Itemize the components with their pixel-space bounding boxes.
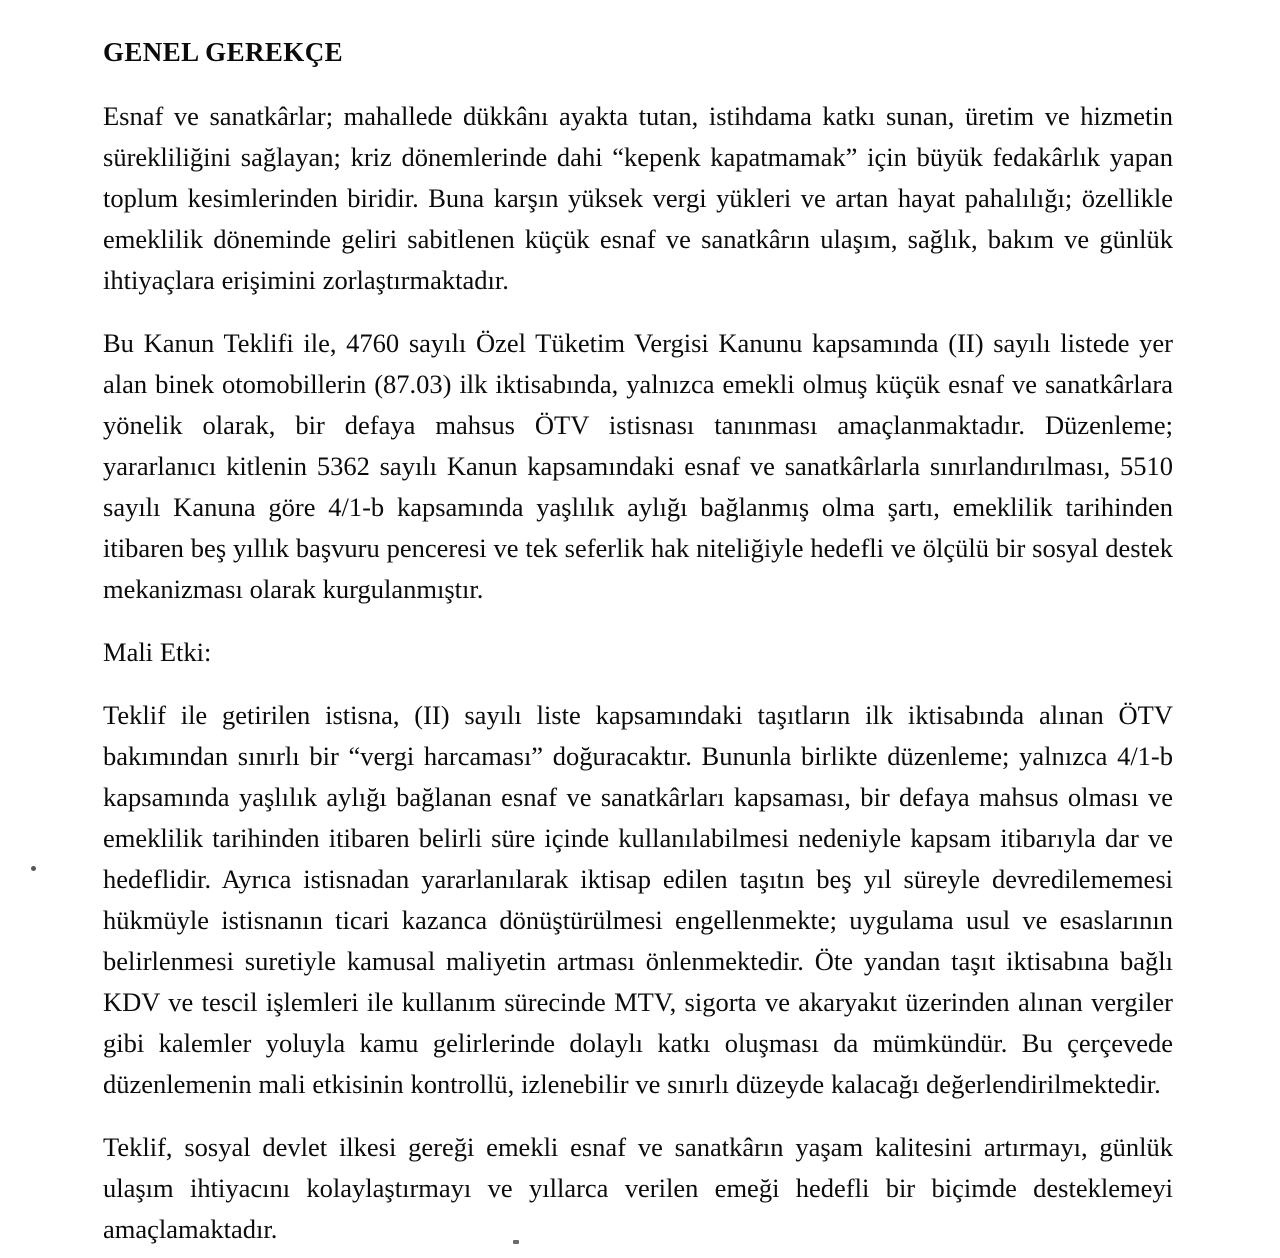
page-title: GENEL GEREKÇE <box>103 37 344 67</box>
paragraph-4: Teklif ile getirilen istisna, (II) sayılı liste kapsamındaki taşıtların ilk iktisabında alınan ÖTV bakımından sınırlı bir “vergi harcaması” doğuracaktır. Bununla birlikte düzenleme; yalnızca 4/1-b kapsamında yaşlılık aylığı bağlanan esnaf ve sanatkârları kapsaması, bir defaya mahsus olması ve emeklilik tarihinden itibaren belirli süre içinde kullanılabilmesi nedeniyle kapsam itibarıyla dar ve hedeflidir. Ayrıca istisnadan yararlanılarak iktisap edilen taşıtın beş yıl süreyle devredilememesi hükmüyle istisnanın ticari kazanca dönüştürülmesi engellenmekte; uygulama usul ve esaslarının belirlenmesi suretiyle kamusal maliyetin artması önlenmektedir. Öte yandan taşıt iktisabına bağlı KDV ve tescil işlemleri ile kullanım sürecinde MTV, sigorta ve akaryakıt üzerinden alınan vergiler gibi kalemler yoluyla kamu gelirlerinde dolaylı katkı oluşması da mümkündür. Bu çerçevede düzenlemenin mali etkisinin kontrollü, izlenebilir ve sınırlı düzeyde kalacağı değerlendirilmektedir. <box>103 700 1173 1100</box>
document-text-column <box>103 36 1173 1250</box>
section-label-mali-etki: Mali Etki: <box>103 637 212 668</box>
paragraph-1: Esnaf ve sanatkârlar; mahallede dükkânı ayakta tutan, istihdama katkı sunan, üretim ve hizmetin sürekliliğini sağlayan; kriz dönemlerinde dahi “kepenk kapatmamak” için büyük fedakârlık yapan toplum kesimlerinden biridir. Buna karşın yüksek vergi yükleri ve artan hayat pahalılığı; özellikle emeklilik döneminde geliri sabitlenen küçük esnaf ve sanatkârın ulaşım, sağlık, bakım ve günlük ihtiyaçlara erişimini zorlaştırmaktadır. <box>103 101 1173 296</box>
scan-artifact-margin-speck <box>31 866 36 871</box>
paragraph-5: Teklif, sosyal devlet ilkesi gereği emekli esnaf ve sanatkârın yaşam kalitesini artırmayı, günlük ulaşım ihtiyacını kolaylaştırmayı ve yıllarca verilen emeği hedefli bir biçimde desteklemeyi amaçlamaktadır. <box>103 1132 1173 1245</box>
paragraph-2: Bu Kanun Teklifi ile, 4760 sayılı Özel Tüketim Vergisi Kanunu kapsamında (II) sayılı listede yer alan binek otomobillerin (87.03) ilk iktisabında, yalnızca emekli olmuş küçük esnaf ve sanatkârlara yönelik olarak, bir defaya mahsus ÖTV istisnası tanınması amaçlanmaktadır. Düzenleme; yararlanıcı kitlenin 5362 sayılı Kanun kapsamındaki esnaf ve sanatkârlarla sınırlandırılması, 5510 sayılı Kanuna göre 4/1-b kapsamında yaşlılık aylığı bağlanmış olma şartı, emeklilik tarihinden itibaren beş yıllık başvuru penceresi ve tek seferlik hak niteliğiyle hedefli ve ölçülü bir sosyal destek mekanizması olarak kurgulanmıştır. <box>103 328 1173 605</box>
